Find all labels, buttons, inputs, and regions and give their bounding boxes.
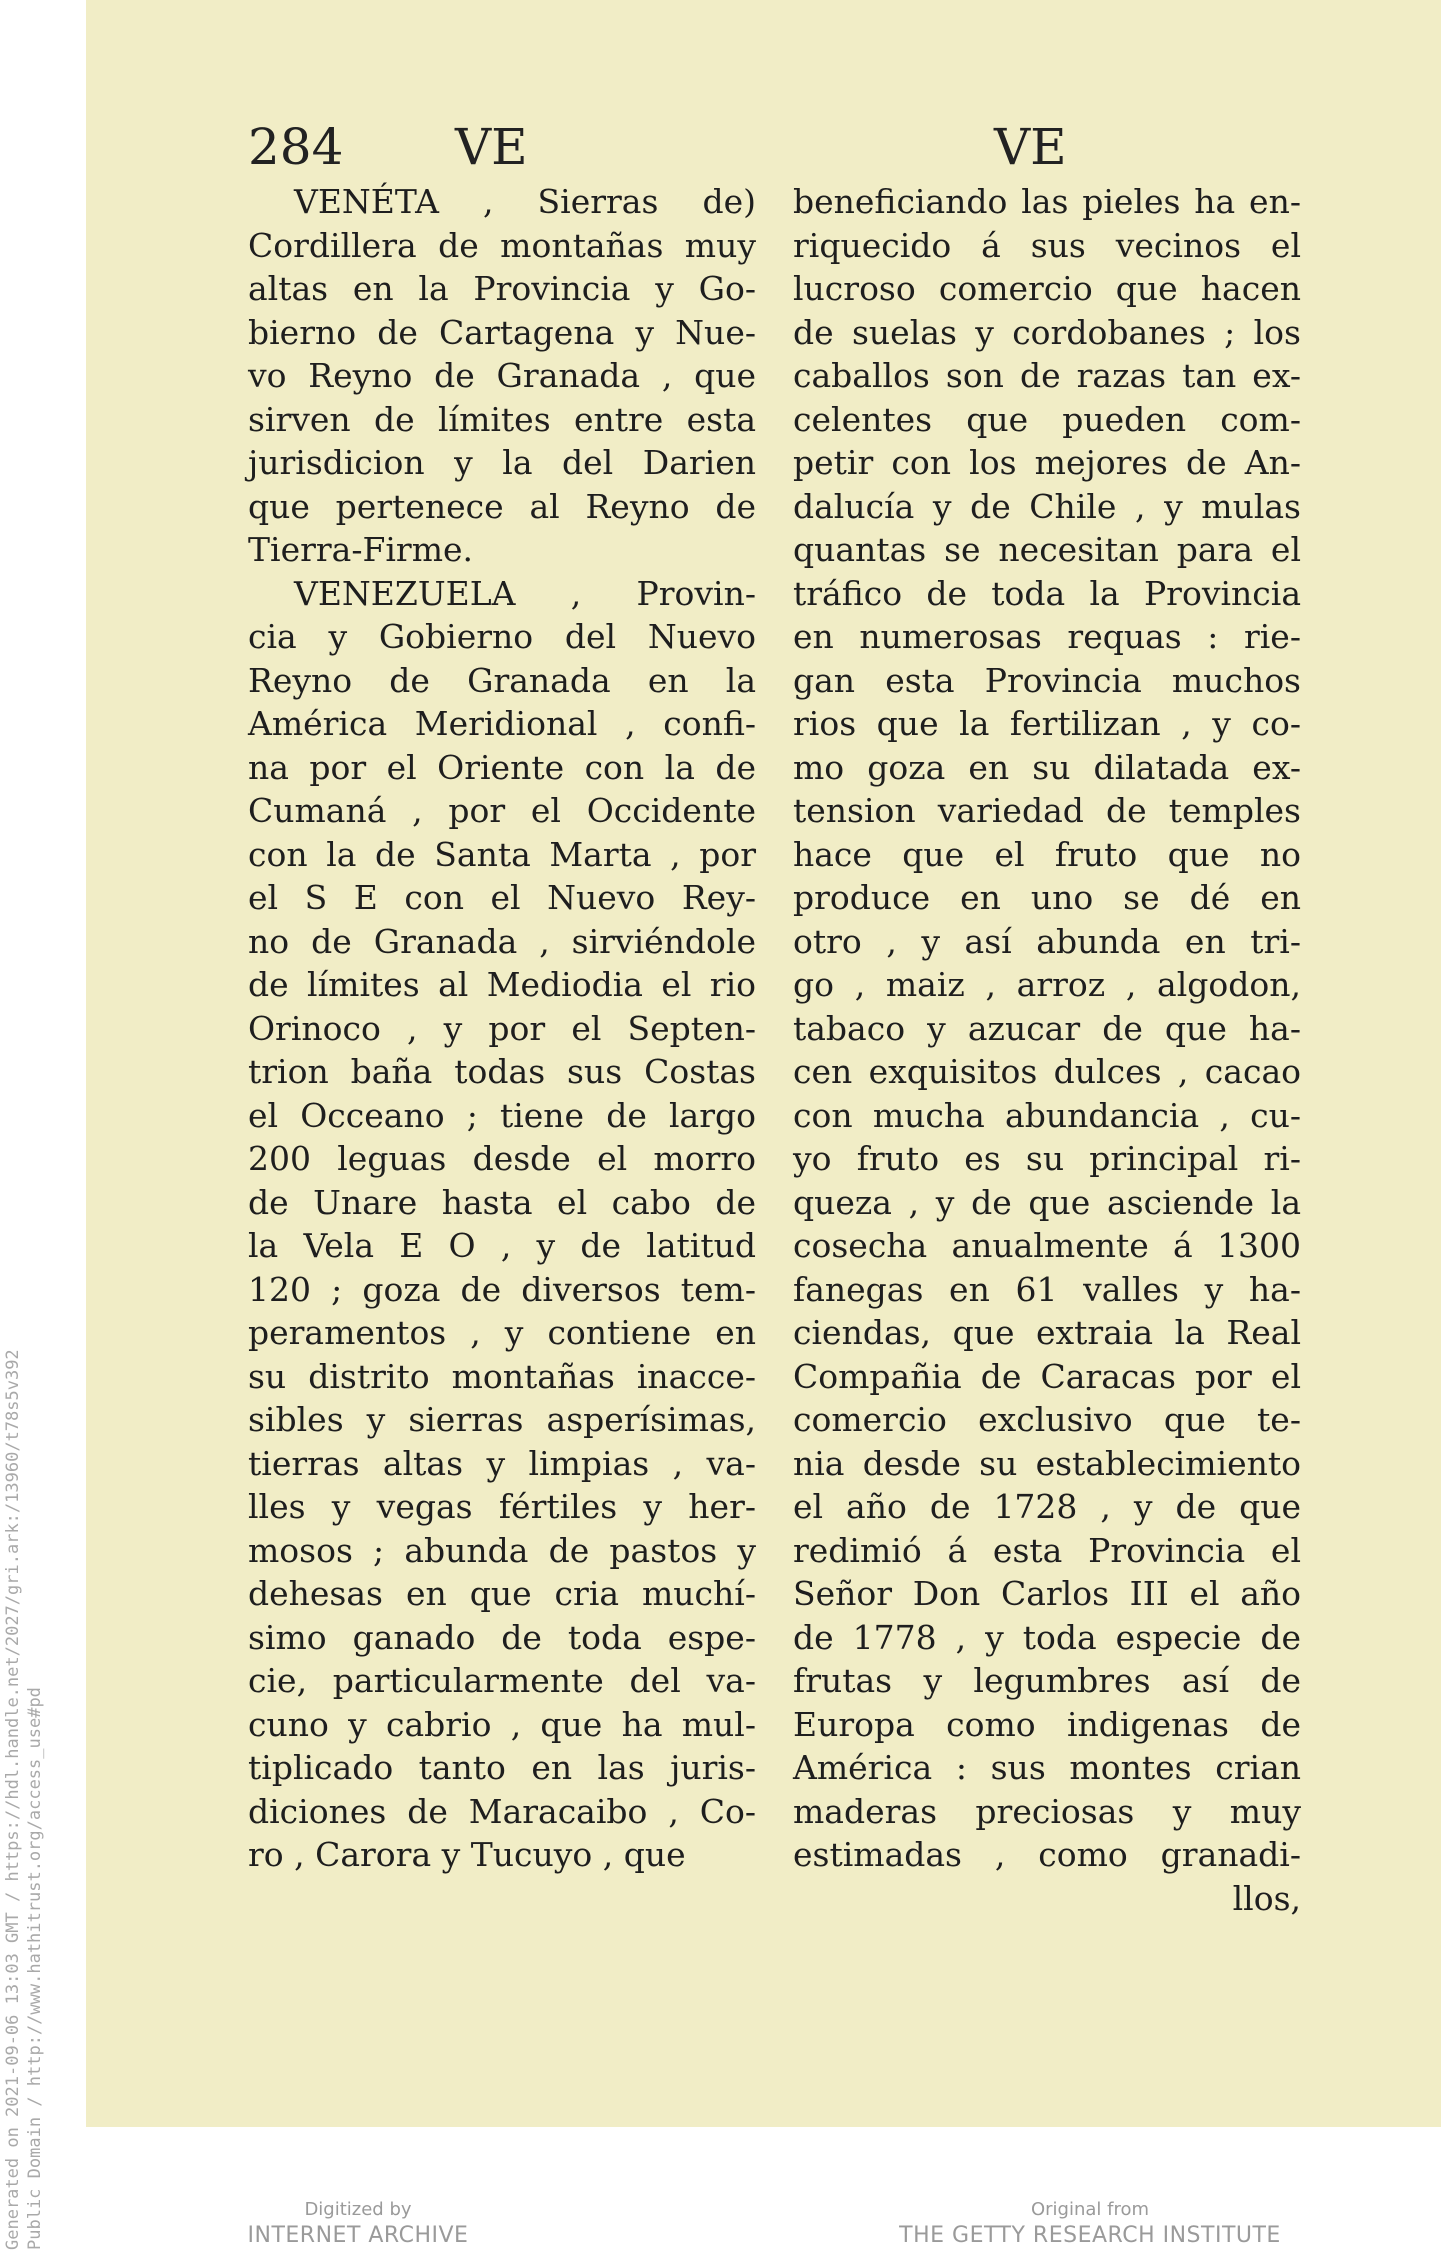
text-line: sibles y sierras asperísimas, xyxy=(248,1400,756,1439)
text-line: estimadas , como granadi- xyxy=(793,1835,1301,1874)
text-line: lles y vegas fértiles y her- xyxy=(248,1487,756,1526)
text-line: simo ganado de toda espe- xyxy=(248,1617,756,1657)
text-line: de límites al Mediodia el rio xyxy=(248,965,756,1004)
text-line: su distrito montañas inacce- xyxy=(248,1356,756,1396)
text-line: de suelas y cordobanes ; los xyxy=(793,312,1301,352)
text-line: Compañia de Caracas por el xyxy=(793,1356,1301,1396)
text-line: peramentos , y contiene en xyxy=(248,1313,756,1352)
text-line: go , maiz , arroz , algodon, xyxy=(793,965,1301,1004)
text-line: otro , y así abunda en tri- xyxy=(793,921,1301,961)
text-line: América Meridional , confi- xyxy=(248,704,756,743)
text-line: trion baña todas sus Costas xyxy=(248,1052,756,1091)
text-line: fanegas en 61 valles y ha- xyxy=(793,1269,1301,1309)
text-line: América : sus montes crian xyxy=(793,1748,1301,1787)
text-line: Europa como indigenas de xyxy=(793,1704,1301,1744)
text-line: que pertenece al Reyno de xyxy=(248,486,756,526)
text-line: sirven de límites entre esta xyxy=(248,399,756,439)
text-line: Tierra-Firme. xyxy=(248,530,474,569)
text-line: celentes que pueden com- xyxy=(793,399,1301,439)
stamp-line-public-domain: Public Domain / http://www.hathitrust.org/access_use#pd xyxy=(25,1687,45,2250)
text-line: el año de 1728 , y de que xyxy=(793,1487,1301,1526)
text-line: mo goza en su dilatada ex- xyxy=(793,747,1301,787)
text-line: dehesas en que cria muchí- xyxy=(248,1574,756,1613)
getty-research-institute-label: THE GETTY RESEARCH INSTITUTE xyxy=(899,2223,1281,2248)
text-line: 200 leguas desde el morro xyxy=(248,1139,756,1178)
text-line: produce en uno se dé en xyxy=(793,878,1301,917)
text-line: ro , Carora y Tucuyo , que xyxy=(248,1835,686,1874)
text-line: 120 ; goza de diversos tem- xyxy=(248,1269,756,1309)
text-line: na por el Oriente con la de xyxy=(248,747,756,787)
text-line: la Vela E O , y de latitud xyxy=(248,1226,756,1265)
text-line: rios que la fertilizan , y co- xyxy=(793,704,1301,743)
text-line: con la de Santa Marta , por xyxy=(248,834,756,874)
text-line: vo Reyno de Granada , que xyxy=(248,356,756,395)
left-column xyxy=(248,180,756,1877)
digitized-by-label: Digitized by xyxy=(304,2199,412,2220)
text-line: cie, particularmente del va- xyxy=(248,1661,756,1700)
text-line: Cordillera de montañas muy xyxy=(248,225,756,265)
text-line: el Occeano ; tiene de largo xyxy=(248,1095,756,1135)
text-line: tierras altas y limpias , va- xyxy=(248,1443,756,1483)
generation-stamp xyxy=(2,1349,46,2250)
text-line: VENÉTA , Sierras de) xyxy=(294,182,756,221)
text-line: ciendas, que extraia la Real xyxy=(793,1313,1301,1352)
text-line: no de Granada , sirviéndole xyxy=(248,921,756,961)
text-line: Señor Don Carlos III el año xyxy=(793,1574,1301,1613)
text-line: redimió á esta Provincia el xyxy=(793,1530,1301,1570)
page-number: 284 xyxy=(248,118,344,176)
stamp-line-generated: Generated on 2021-09-06 13:03 GMT / https://hdl.handle.net/2027/gri.ark:/13960/t78s5v392 xyxy=(3,1349,23,2250)
text-line: jurisdicion y la del Darien xyxy=(248,443,756,482)
internet-archive-label: INTERNET ARCHIVE xyxy=(247,2223,469,2248)
text-line: Orinoco , y por el Septen- xyxy=(248,1008,756,1048)
text-line: maderas preciosas y muy xyxy=(793,1791,1301,1831)
text-line: caballos son de razas tan ex- xyxy=(793,356,1301,395)
text-line: gan esta Provincia muchos xyxy=(793,660,1301,700)
text-line: beneficiando las pieles ha en- xyxy=(793,182,1301,221)
text-line: dalucía y de Chile , y mulas xyxy=(793,486,1301,526)
text-line: petir con los mejores de An- xyxy=(793,443,1301,482)
text-line: cuno y cabrio , que ha mul- xyxy=(248,1704,756,1744)
text-line: queza , y de que asciende la xyxy=(793,1182,1301,1222)
text-line: tráfico de toda la Provincia xyxy=(793,573,1301,613)
text-line: diciones de Maracaibo , Co- xyxy=(248,1791,756,1831)
text-line: tiplicado tanto en las juris- xyxy=(248,1748,756,1787)
text-line: nia desde su establecimiento xyxy=(793,1443,1301,1483)
text-line: llos, xyxy=(1232,1878,1301,1918)
text-line: hace que el fruto que no xyxy=(793,834,1301,874)
text-line: Reyno de Granada en la xyxy=(248,660,756,700)
text-line: mosos ; abunda de pastos y xyxy=(248,1530,756,1570)
text-line: quantas se necesitan para el xyxy=(793,530,1301,569)
text-line: con mucha abundancia , cu- xyxy=(793,1095,1301,1135)
text-line: yo fruto es su principal ri- xyxy=(793,1139,1301,1178)
text-line: comercio exclusivo que te- xyxy=(793,1400,1301,1439)
text-line: cosecha anualmente á 1300 xyxy=(793,1226,1301,1265)
right-column xyxy=(793,180,1301,1920)
text-line: tabaco y azucar de que ha- xyxy=(793,1008,1301,1048)
text-line: de Unare hasta el cabo de xyxy=(248,1182,756,1222)
running-head-right: VE xyxy=(994,118,1067,176)
text-line: cia y Gobierno del Nuevo xyxy=(248,617,756,656)
running-head-left: VE xyxy=(455,118,528,176)
text-line: frutas y legumbres así de xyxy=(793,1661,1301,1700)
text-line: VENEZUELA , Provin- xyxy=(294,573,756,613)
text-line: bierno de Cartagena y Nue- xyxy=(248,312,756,352)
text-line: el S E con el Nuevo Rey- xyxy=(248,878,756,917)
text-line: cen exquisitos dulces , cacao xyxy=(793,1052,1301,1091)
text-line: tension variedad de temples xyxy=(793,791,1301,830)
text-line: Cumaná , por el Occidente xyxy=(248,791,756,830)
text-line: en numerosas requas : rie- xyxy=(793,617,1301,656)
original-from-label: Original from xyxy=(1030,2199,1150,2220)
text-line: riquecido á sus vecinos el xyxy=(793,225,1301,265)
text-line: altas en la Provincia y Go- xyxy=(248,269,756,308)
text-line: lucroso comercio que hacen xyxy=(793,269,1301,308)
text-line: de 1778 , y toda especie de xyxy=(793,1617,1301,1657)
